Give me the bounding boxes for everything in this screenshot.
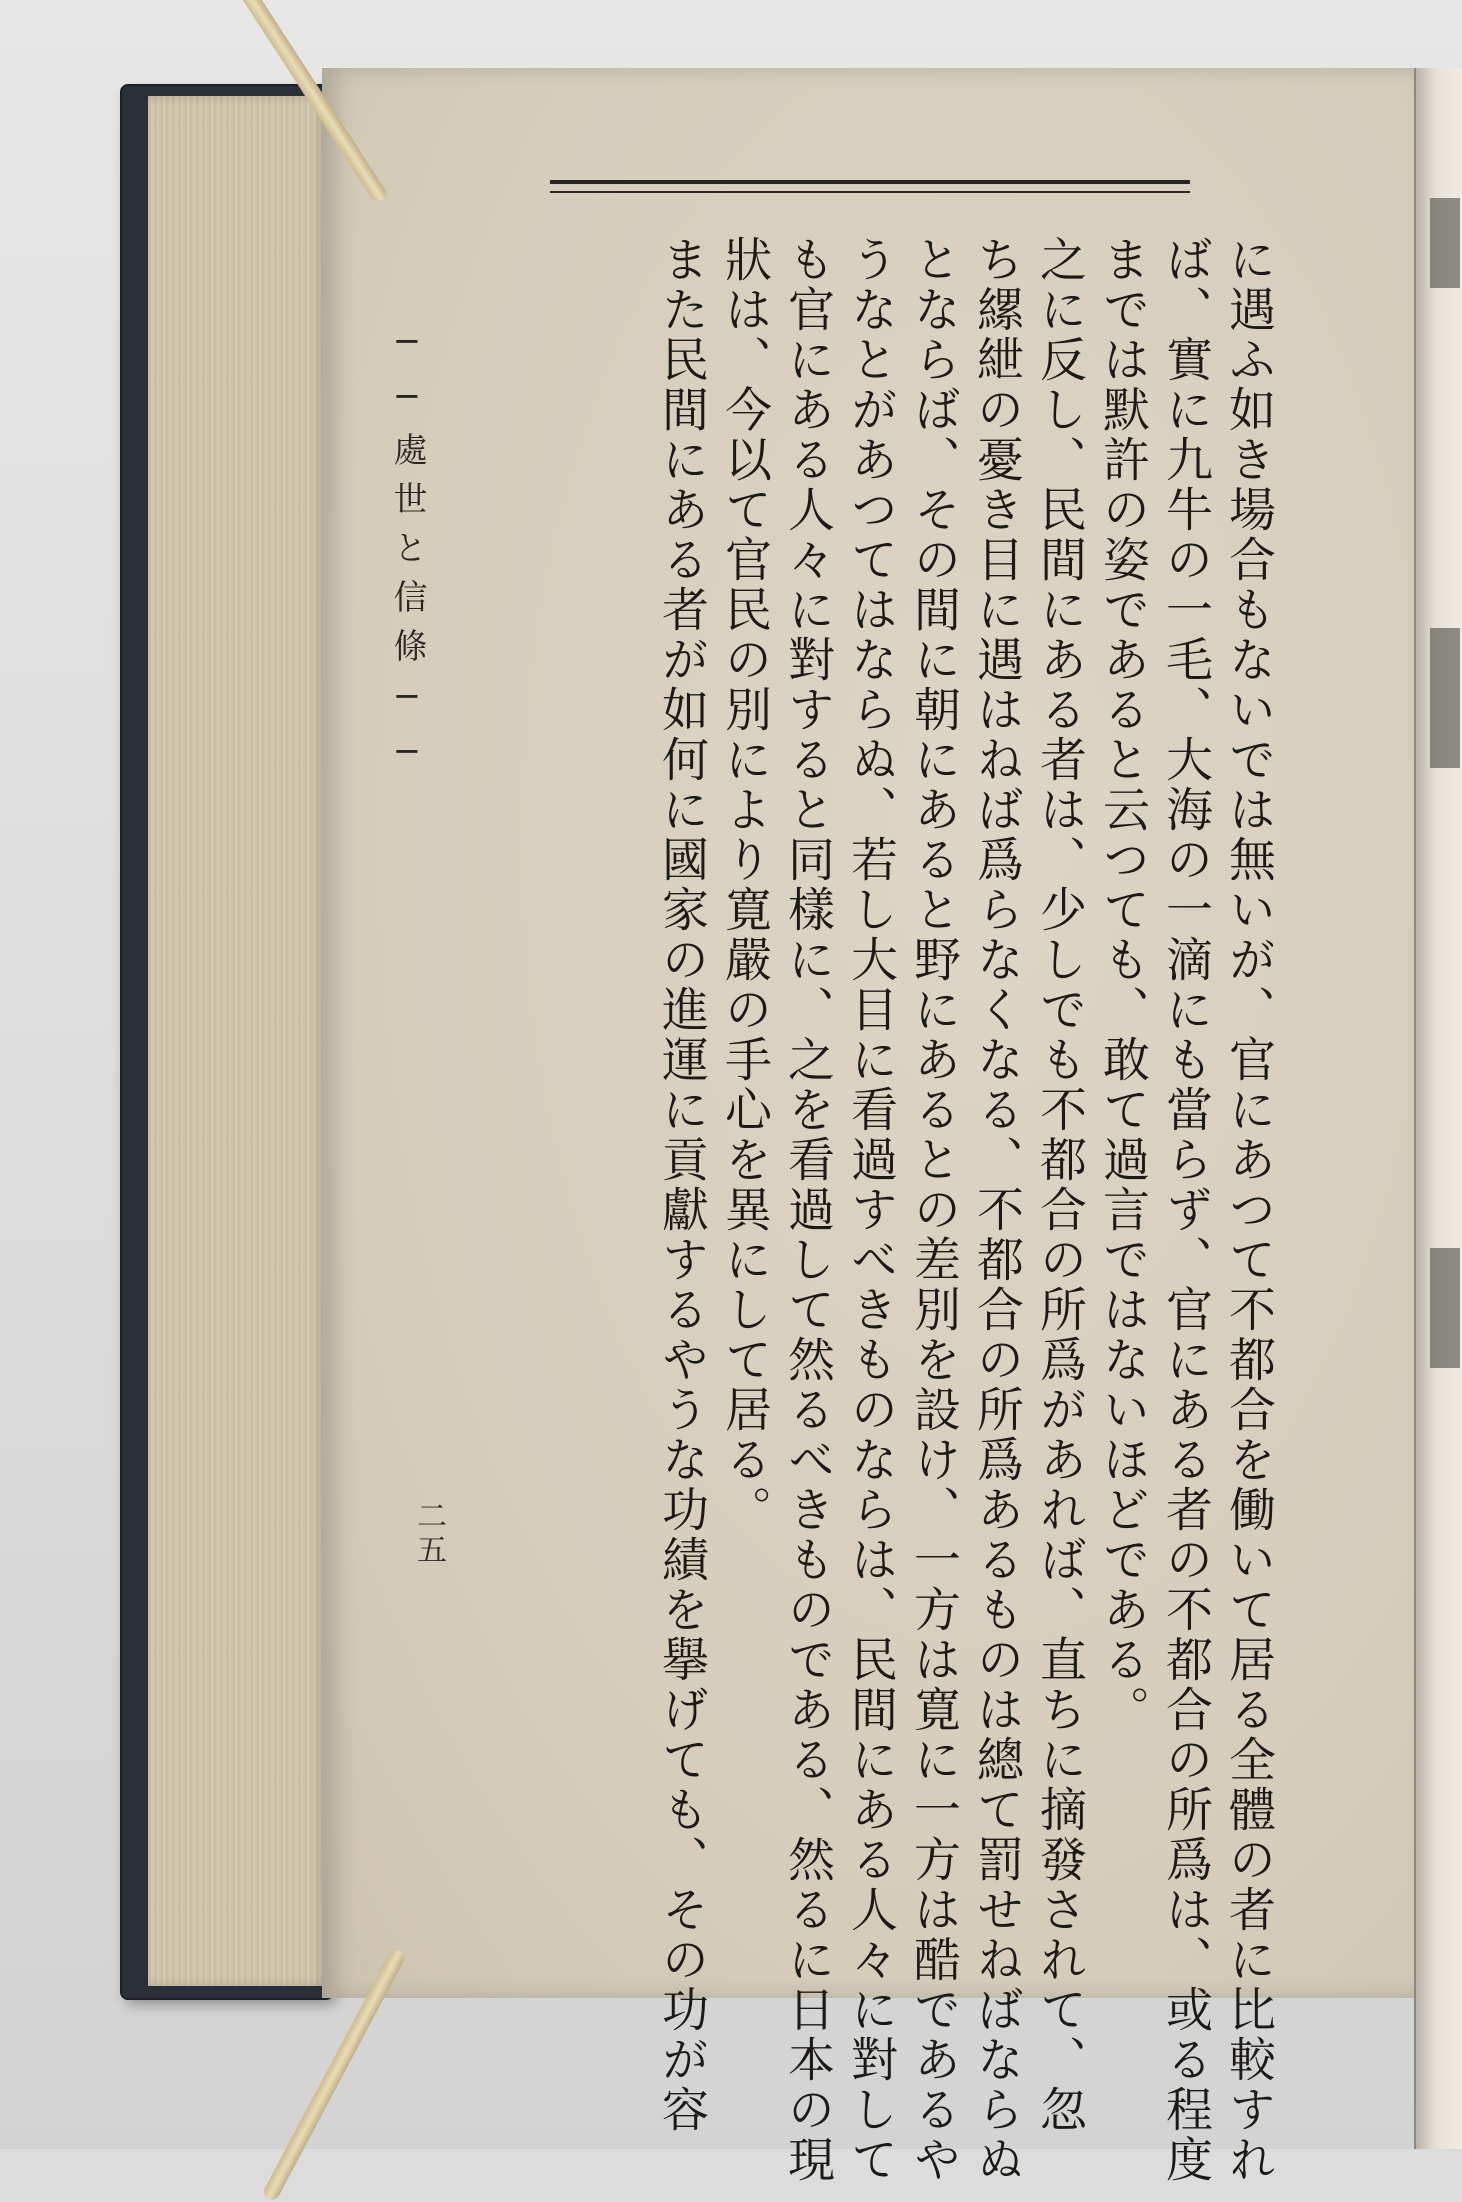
header-rule	[550, 191, 1190, 193]
bleed-through-mark	[1430, 628, 1460, 768]
bleed-through-mark	[1430, 1248, 1460, 1368]
text-column: とならば、その間に朝にあると野にあるとの差別を設け、一方は寛に一方は酷であるや	[906, 235, 961, 2185]
text-column: また民間にある者が如何に國家の進運に貢獻するやうな功績を擧げても、その功が容	[654, 235, 709, 2135]
text-column: までは默許の姿であると云つても、敢て過言ではないほどである。	[1095, 235, 1150, 1735]
text-column: ば、實に九牛の一毛、大海の一滴にも當らず、官にある者の不都合の所爲は、或る程度	[1158, 235, 1213, 2185]
header-rule	[550, 180, 1190, 184]
text-column: に遇ふ如き場合もないでは無いが、官にあつて不都合を働いて居る全體の者に比較すれ	[1221, 235, 1276, 2185]
text-column: も官にある人々に對すると同樣に、之を看過して然るべきものである、然るに日本の現	[780, 235, 835, 2185]
text-column: 狀は、今以て官民の別により寛嚴の手心を異にして居る。	[717, 235, 772, 1535]
adjacent-page-edge	[1414, 68, 1462, 2149]
text-column: ち縲紲の憂き目に遇はねば爲らなくなる、不都合の所爲あるものは總て罰せねばならぬ	[969, 235, 1024, 2185]
bleed-through-mark	[1430, 198, 1460, 288]
running-head: ──處世と信條──	[387, 322, 427, 787]
page-edges	[148, 96, 326, 1986]
text-body	[480, 235, 1280, 2185]
page-number: 二五	[411, 1500, 446, 1568]
text-column: 之に反し、民間にある者は、少しでも不都合の所爲があれば、直ちに摘發されて、忽	[1032, 235, 1087, 2135]
text-column: うなとがあつてはならぬ、若し大目に看過すべきものならは、民間にある人々に對して	[843, 235, 898, 2185]
